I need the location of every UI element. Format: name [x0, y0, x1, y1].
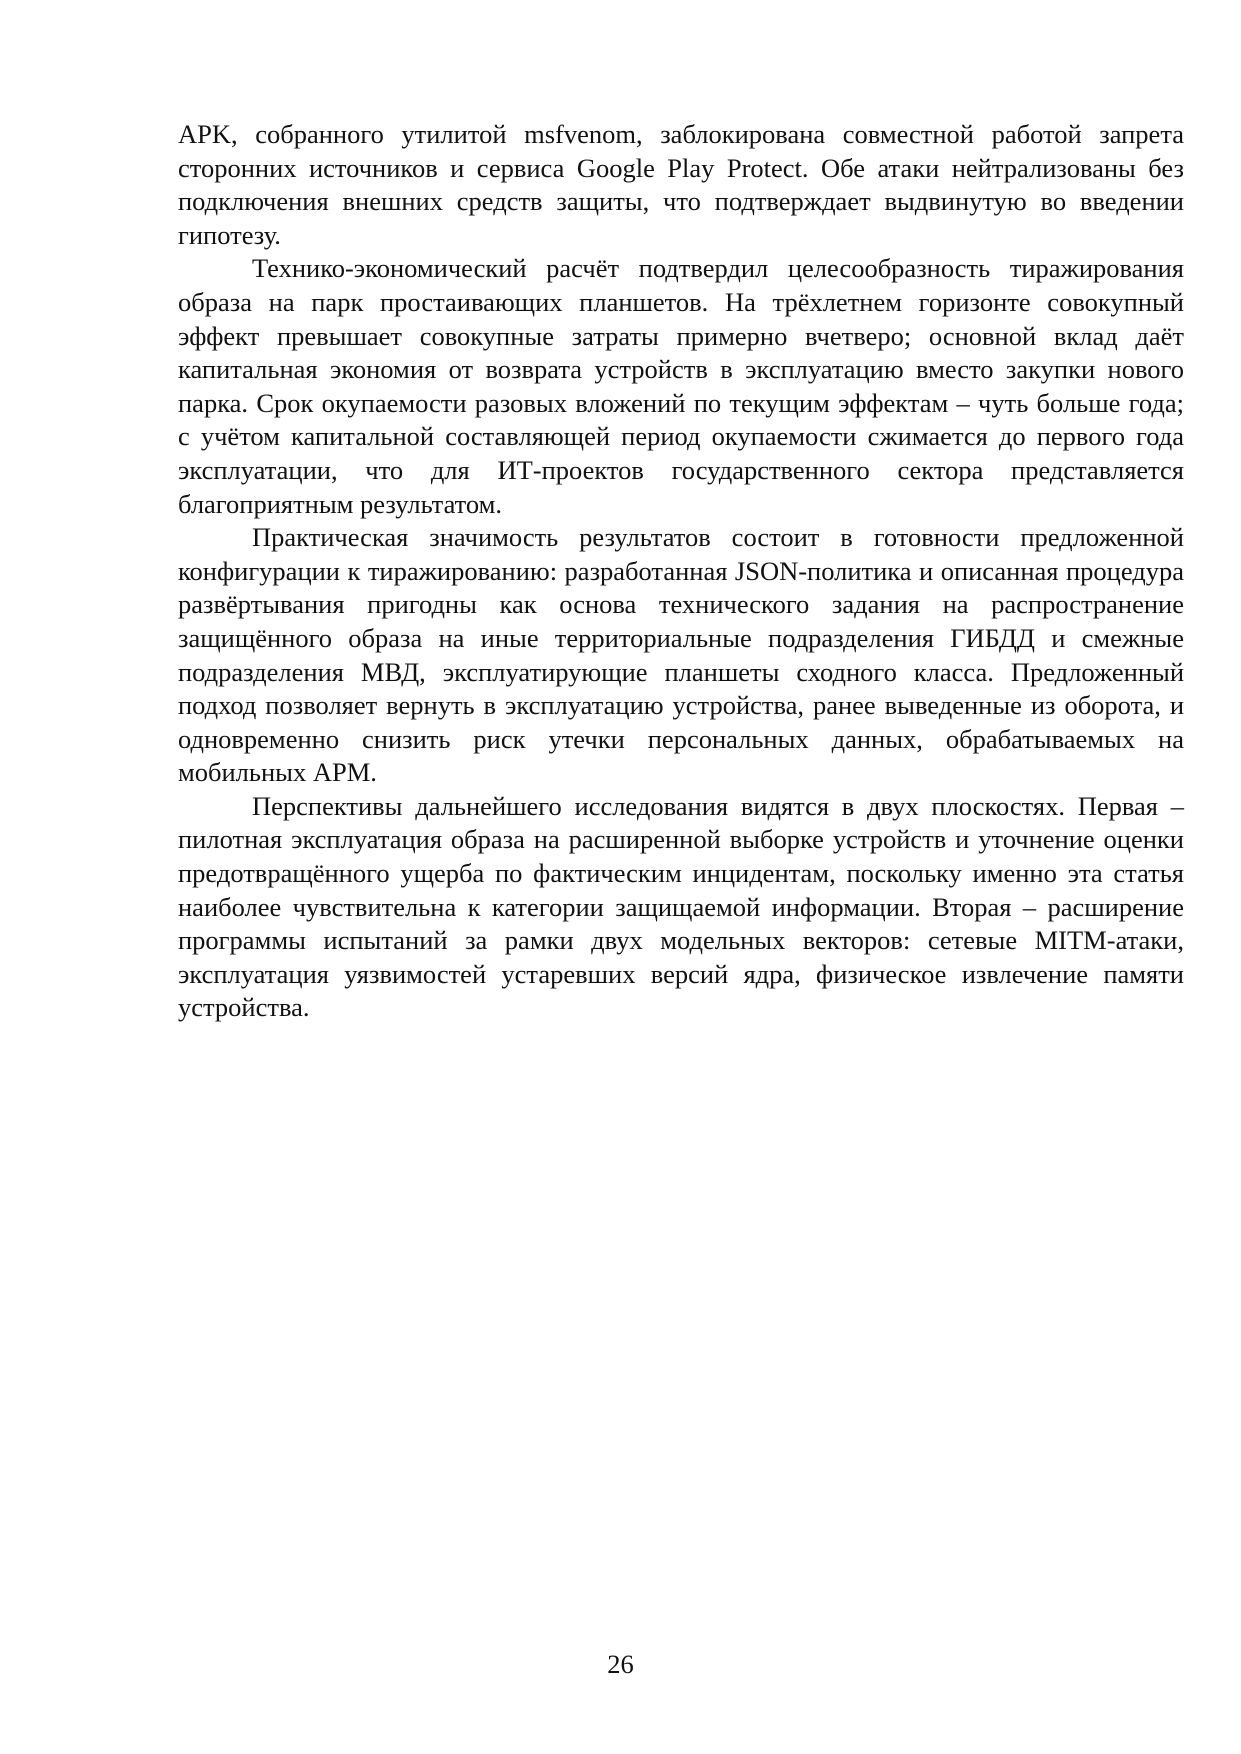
page-number: 26	[607, 1649, 634, 1679]
body-text	[178, 118, 1184, 1025]
paragraph-economic-calculation: Технико-экономический расчёт подтвердил целесообразность тиражирования образа на парк простаивающих планшетов. На трёхлетнем горизонте совокупный эффект превышает совокупные затраты примерно вчетверо; основной вклад даёт капитальная экономия от возврата устройств в эксплуатацию вместо закупки нового парка. Срок окупаемости разовых вложений по текущим эффектам – чуть больше года; с учётом капитальной составляющей период окупаемости сжимается до первого года эксплуатации, что для ИТ-проектов государственного сектора представляется благоприятным результатом.	[178, 253, 1184, 519]
paragraph-continuation: APK, собранного утилитой msfvenom, заблокирована совместной работой запрета сторонних источников и сервиса Google Play Protect. Обе атаки нейтрализованы без подключения внешних средств защиты, что подтверждает выдвинутую во введении гипотезу.	[178, 119, 1184, 250]
paragraph-practical-significance: Практическая значимость результатов состоит в готовности предложенной конфигурации к тиражированию: разработанная JSON-политика и описанная процедура развёртывания пригодны как основа технического задания на распространение защищённого образа на иные территориальные подразделения ГИБДД и смежные подразделения МВД, эксплуатирующие планшеты сходного класса. Предложенный подход позволяет вернуть в эксплуатацию устройства, ранее выведенные из оборота, и одновременно снизить риск утечки персональных данных, обрабатываемых на мобильных АРМ.	[178, 522, 1184, 788]
paragraph-research-perspectives: Перспективы дальнейшего исследования видятся в двух плоскостях. Первая – пилотная эксплуатация образа на расширенной выборке устройств и уточнение оценки предотвращённого ущерба по фактическим инцидентам, поскольку именно эта статья наиболее чувствительна к категории защищаемой информации. Вторая – расширение программы испытаний за рамки двух модельных векторов: сетевые MITM-атаки, эксплуатация уязвимостей устаревших версий ядра, физическое извлечение памяти устройства.	[178, 790, 1184, 1023]
